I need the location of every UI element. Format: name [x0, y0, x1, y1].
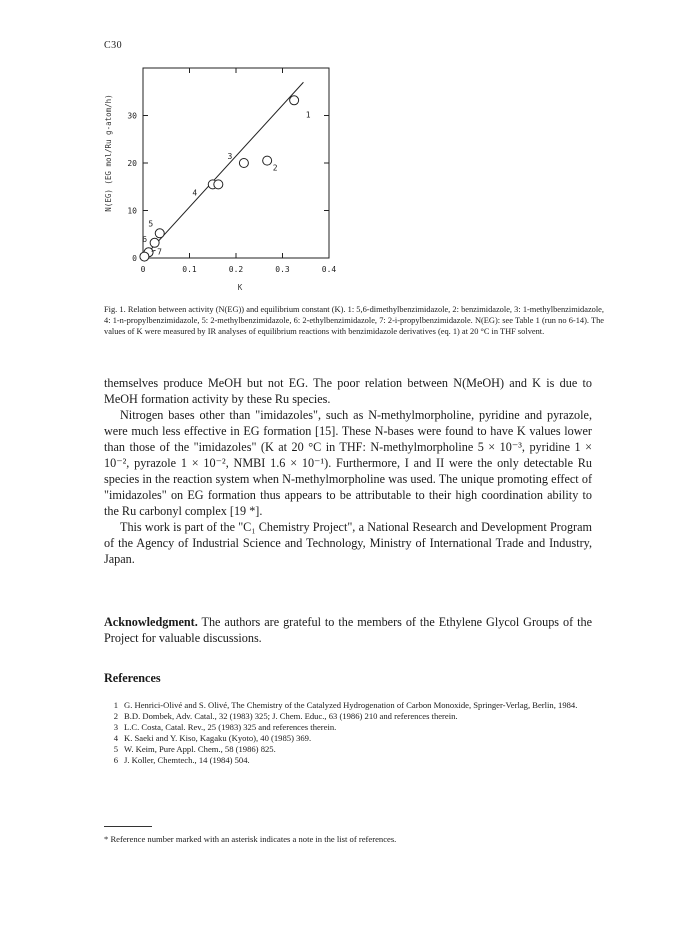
point-label: 6 [142, 234, 148, 244]
reference-text: G. Henrici-Olivé and S. Olivé, The Chemistry of the Catalyzed Hydrogenation of Carbon Monoxide, Springer-Verlag, Berlin, 1984. [124, 700, 578, 710]
reference-item [104, 744, 598, 755]
references-heading: References [104, 671, 161, 685]
y-tick-label: 30 [127, 111, 137, 121]
acknowledgment [104, 614, 592, 646]
x-tick-label: 0.3 [275, 265, 290, 274]
data-point [140, 252, 149, 261]
reference-item [104, 722, 598, 733]
data-point [214, 180, 223, 189]
reference-item [104, 755, 598, 766]
paragraph: Nitrogen bases other than "imidazoles", such as N-methylmorpholine, pyridine and pyrazole, were much less effective in EG formation [15]. These N-bases were found to have K values lower than those of the "imidazoles" (K at 20 °C in THF: N-methylmorpholine 5 × 10⁻³, pyridine 1 × 10⁻², pyrazole 1 × 10⁻², NMBI 1.6 × 10⁻¹). Furthermore, I and II were the only detectable Ru species in the reaction system when N-methylmorpholine was used. The unique promoting effect of "imidazoles" on EG formation thus appears to be attributable to their high coordination ability to the Ru carbonyl complex [19 *]. [104, 408, 592, 518]
x-tick-label: 0.1 [182, 265, 197, 274]
x-tick-label: 0 [140, 265, 146, 274]
x-axis-label: K [237, 283, 243, 292]
fit-line [143, 82, 303, 258]
x-tick-label: 0.2 [228, 265, 244, 274]
reference-number: 5 [113, 744, 118, 754]
data-point [290, 96, 299, 105]
acknowledgment-heading: Acknowledgment. [104, 615, 198, 629]
reference-list [104, 700, 598, 766]
reference-item [104, 733, 598, 744]
plot-frame [143, 68, 329, 258]
reference-item [104, 711, 598, 722]
reference-number: 4 [113, 733, 118, 743]
data-point [155, 229, 164, 238]
reference-number: 2 [113, 711, 118, 721]
paragraph: themselves produce MeOH but not EG. The poor relation between N(MeOH) and K is due to MeOH formation activity by these Ru species. [104, 376, 592, 406]
point-label: 7 [157, 247, 162, 257]
reference-item [104, 700, 598, 711]
reference-text: L.C. Costa, Catal. Rev., 25 (1983) 325 and references therein. [124, 722, 337, 732]
reference-text: K. Saeki and Y. Kiso, Kagaku (Kyoto), 40 (1985) 369. [124, 733, 312, 743]
figure-caption: Fig. 1. Relation between activity (N(EG)) and equilibrium constant (K). 1: 5,6-dimethylbenzimidazole, 2: benzimidazole, 3: 1-methylbenzimidazole, 4: 1-n-propylbenzimidazole, 5: 2-methylbenzimidazole, 6: 2-ethylbenzimidazole, 7: 2-i-propylbenzimidazole. N(EG): see Table 1 (run no 6-14). The values of K were measured by IR analyses of equilibrium reactions with benzimidazole derivatives (eq. 1) at 20 °C in THF solvent. [104, 305, 604, 336]
y-tick-label: 20 [127, 159, 137, 168]
point-label: 2 [272, 163, 278, 173]
footnote-rule [104, 826, 152, 827]
x-tick-label: 0.4 [321, 265, 337, 274]
figure-1-chart [0, 0, 680, 300]
point-label: 4 [192, 188, 198, 198]
data-point [263, 156, 272, 165]
y-axis-label: N(EG) (EG mol/Ru g-atom/h) [104, 94, 113, 212]
reference-number: 3 [113, 722, 118, 732]
acknowledgment-text: The authors are grateful to the members of the Ethylene Glycol Groups of the Project for valuable discussions. [104, 615, 592, 645]
reference-number: 1 [113, 700, 118, 710]
data-point [239, 159, 248, 168]
reference-text: B.D. Dombek, Adv. Catal., 32 (1983) 325; J. Chem. Educ., 63 (1986) 210 and references therein. [124, 711, 458, 721]
point-label: 1 [305, 110, 311, 120]
data-point [150, 238, 159, 247]
footnote: * Reference number marked with an asterisk indicates a note in the list of references. [104, 834, 397, 844]
y-tick-label: 0 [132, 254, 137, 263]
y-tick-label: 10 [127, 206, 137, 216]
reference-number: 6 [113, 755, 118, 765]
point-label: 3 [227, 152, 233, 161]
paragraph: This work is part of the "C₁ Chemistry Project", a National Research and Development Program of the Agency of Industrial Science and Technology, Ministry of International Trade and Industry, Japan. [104, 520, 592, 566]
point-label: 5 [148, 219, 154, 229]
page-number: C30 [104, 40, 123, 51]
body-text [104, 375, 592, 567]
reference-text: J. Koller, Chemtech., 14 (1984) 504. [124, 755, 250, 765]
reference-text: W. Keim, Pure Appl. Chem., 58 (1986) 825. [124, 744, 276, 754]
